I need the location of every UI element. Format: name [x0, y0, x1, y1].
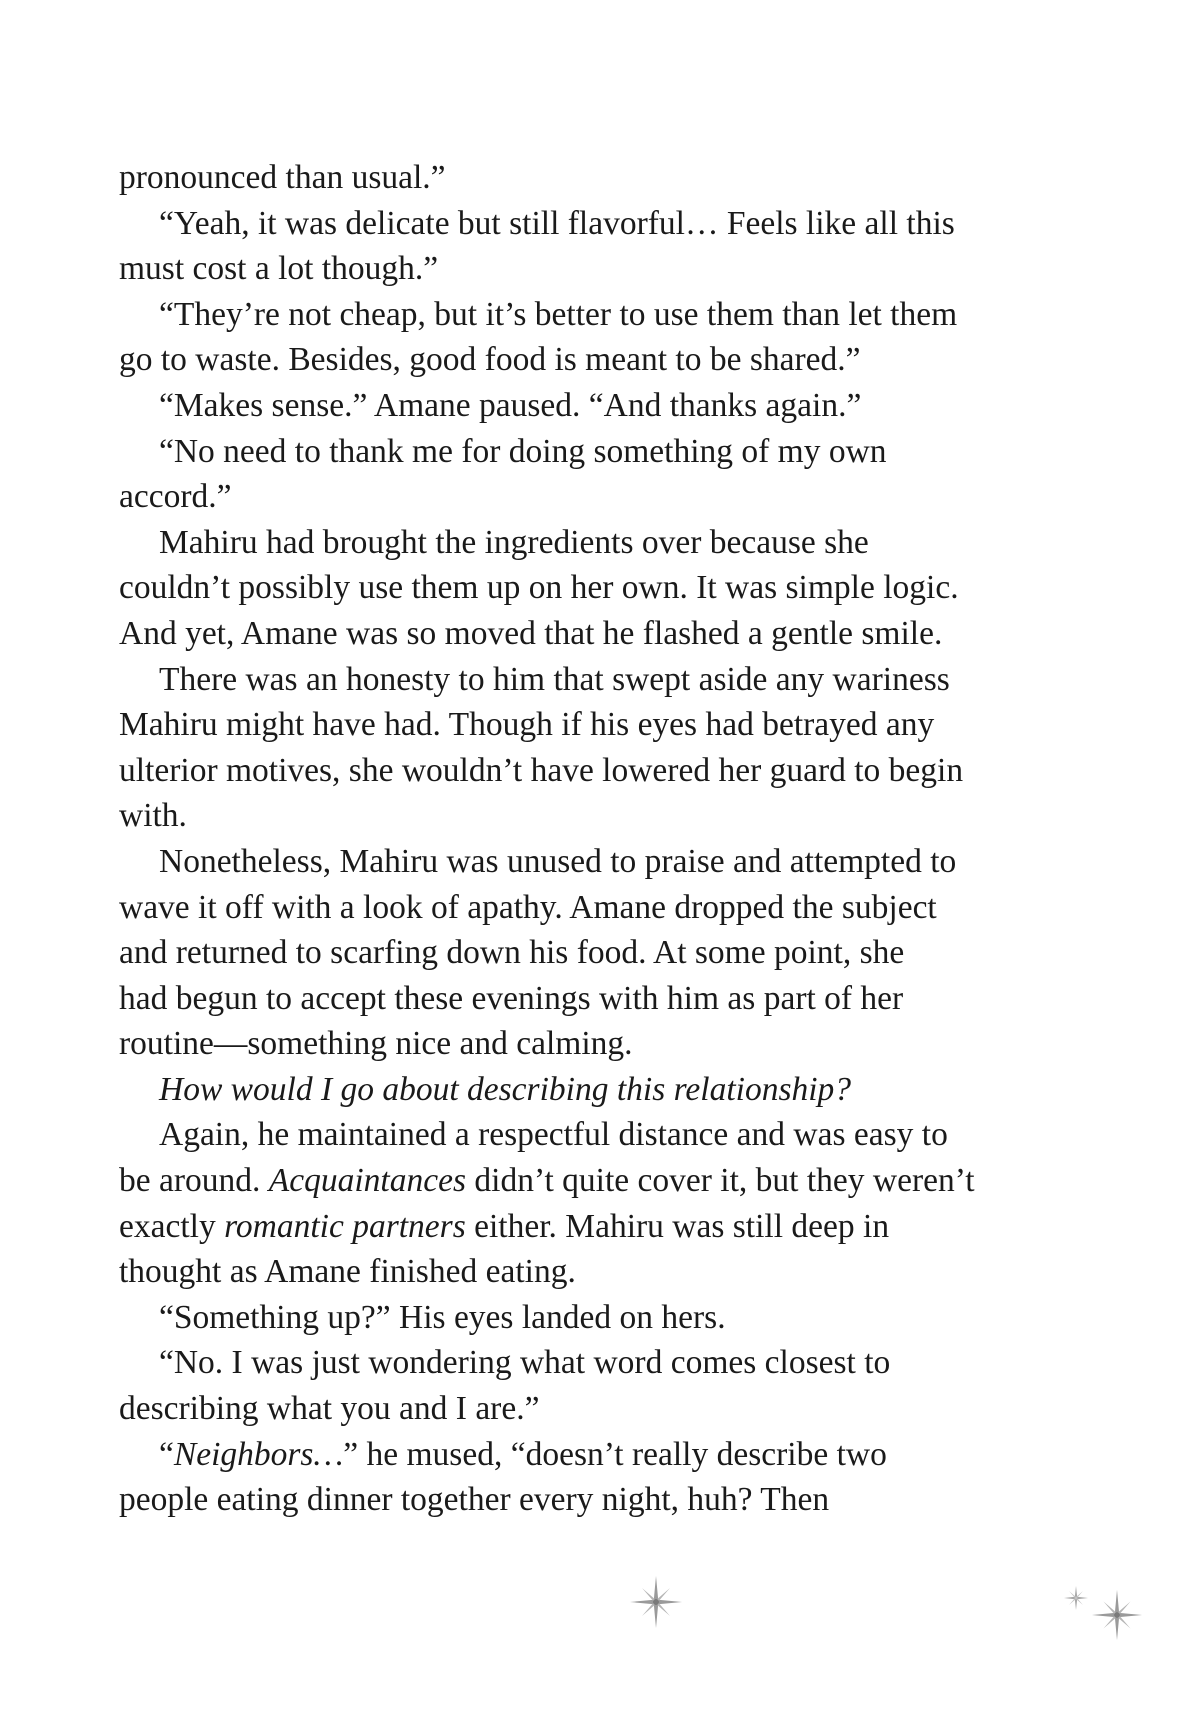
text-line — [119, 246, 1099, 292]
text-segment: Again, he maintained a respectful distance and was easy to — [159, 1116, 948, 1154]
text-segment: had begun to accept these evenings with him as part of her — [119, 979, 904, 1017]
text-line — [119, 1340, 1099, 1386]
text-line — [119, 1432, 1099, 1478]
text-line — [119, 1021, 1099, 1067]
text-segment: There was an honesty to him that swept aside any wariness — [159, 660, 950, 698]
text-line — [119, 930, 1099, 976]
text-line — [119, 1158, 1099, 1204]
text-segment: “Makes sense.” Amane paused. “And thanks again.” — [159, 386, 862, 424]
text-line — [119, 839, 1099, 885]
text-line — [119, 1386, 1099, 1432]
text-segment: pronounced than usual.” — [119, 159, 446, 196]
text-segment: “Yeah, it was delicate but still flavorful… Feels like all this — [159, 204, 955, 242]
text-segment: “ — [159, 1435, 174, 1473]
text-line — [119, 1112, 1099, 1158]
text-line — [119, 611, 1099, 657]
text-segment: must cost a lot though.” — [119, 250, 439, 288]
text-segment: ” he mused, “doesn’t really describe two — [343, 1435, 887, 1473]
sparkle-icon — [628, 1574, 684, 1630]
italic-text: Neighbors… — [173, 1435, 344, 1473]
text-line — [119, 429, 1099, 475]
text-segment: go to waste. Besides, good food is meant to be shared.” — [119, 341, 861, 379]
small-sparkle-icon — [1063, 1585, 1089, 1611]
text-line — [119, 885, 1099, 931]
text-segment: Mahiru had brought the ingredients over because she — [159, 523, 869, 561]
italic-text: How would I go about describing this relationship? — [159, 1070, 852, 1108]
text-segment: “No need to thank me for doing something of my own — [159, 432, 887, 470]
text-segment: people eating dinner together every night, huh? Then — [119, 1481, 830, 1519]
text-segment: “Something up?” His eyes landed on hers. — [159, 1298, 726, 1336]
text-line — [119, 337, 1099, 383]
text-line — [119, 1295, 1099, 1341]
body-text — [119, 155, 1099, 1523]
text-segment: wave it off with a look of apathy. Amane dropped the subject — [119, 888, 937, 926]
text-segment: couldn’t possibly use them up on her own. It was simple logic. — [119, 569, 959, 607]
text-segment: thought as Amane finished eating. — [119, 1253, 576, 1291]
text-segment: with. — [119, 797, 187, 835]
text-segment: be around. — [119, 1162, 269, 1200]
text-segment: “They’re not cheap, but it’s better to use them than let them — [159, 295, 958, 333]
text-segment: and returned to scarfing down his food. At some point, she — [119, 934, 905, 972]
text-line — [119, 201, 1099, 247]
text-line — [119, 1477, 1099, 1523]
text-line — [119, 1067, 1099, 1113]
sparkle-icon — [1090, 1588, 1144, 1642]
text-line — [119, 520, 1099, 566]
text-line — [119, 292, 1099, 338]
text-line — [119, 748, 1099, 794]
text-segment: Mahiru might have had. Though if his eyes had betrayed any — [119, 706, 935, 744]
text-segment: Nonetheless, Mahiru was unused to praise and attempted to — [159, 842, 957, 880]
italic-text: romantic partners — [224, 1207, 466, 1245]
text-line — [119, 793, 1099, 839]
text-segment: routine—something nice and calming. — [119, 1025, 633, 1063]
text-segment: describing what you and I are.” — [119, 1390, 540, 1428]
text-line — [119, 474, 1099, 520]
text-line — [119, 702, 1099, 748]
text-segment: either. Mahiru was still deep in — [465, 1207, 890, 1245]
text-line — [119, 565, 1099, 611]
text-segment: exactly — [119, 1207, 225, 1245]
text-line — [119, 1249, 1099, 1295]
text-line — [119, 657, 1099, 703]
text-line — [119, 976, 1099, 1022]
text-segment: And yet, Amane was so moved that he flashed a gentle smile. — [119, 614, 943, 652]
text-segment: “No. I was just wondering what word comes closest to — [159, 1344, 891, 1382]
text-line — [119, 1204, 1099, 1250]
text-segment: ulterior motives, she wouldn’t have lowered her guard to begin — [119, 751, 964, 789]
text-segment: didn’t quite cover it, but they weren’t — [466, 1162, 975, 1200]
text-line — [119, 383, 1099, 429]
text-segment: accord.” — [119, 478, 232, 516]
italic-text: Acquaintances — [268, 1162, 467, 1200]
text-line — [119, 155, 1099, 201]
